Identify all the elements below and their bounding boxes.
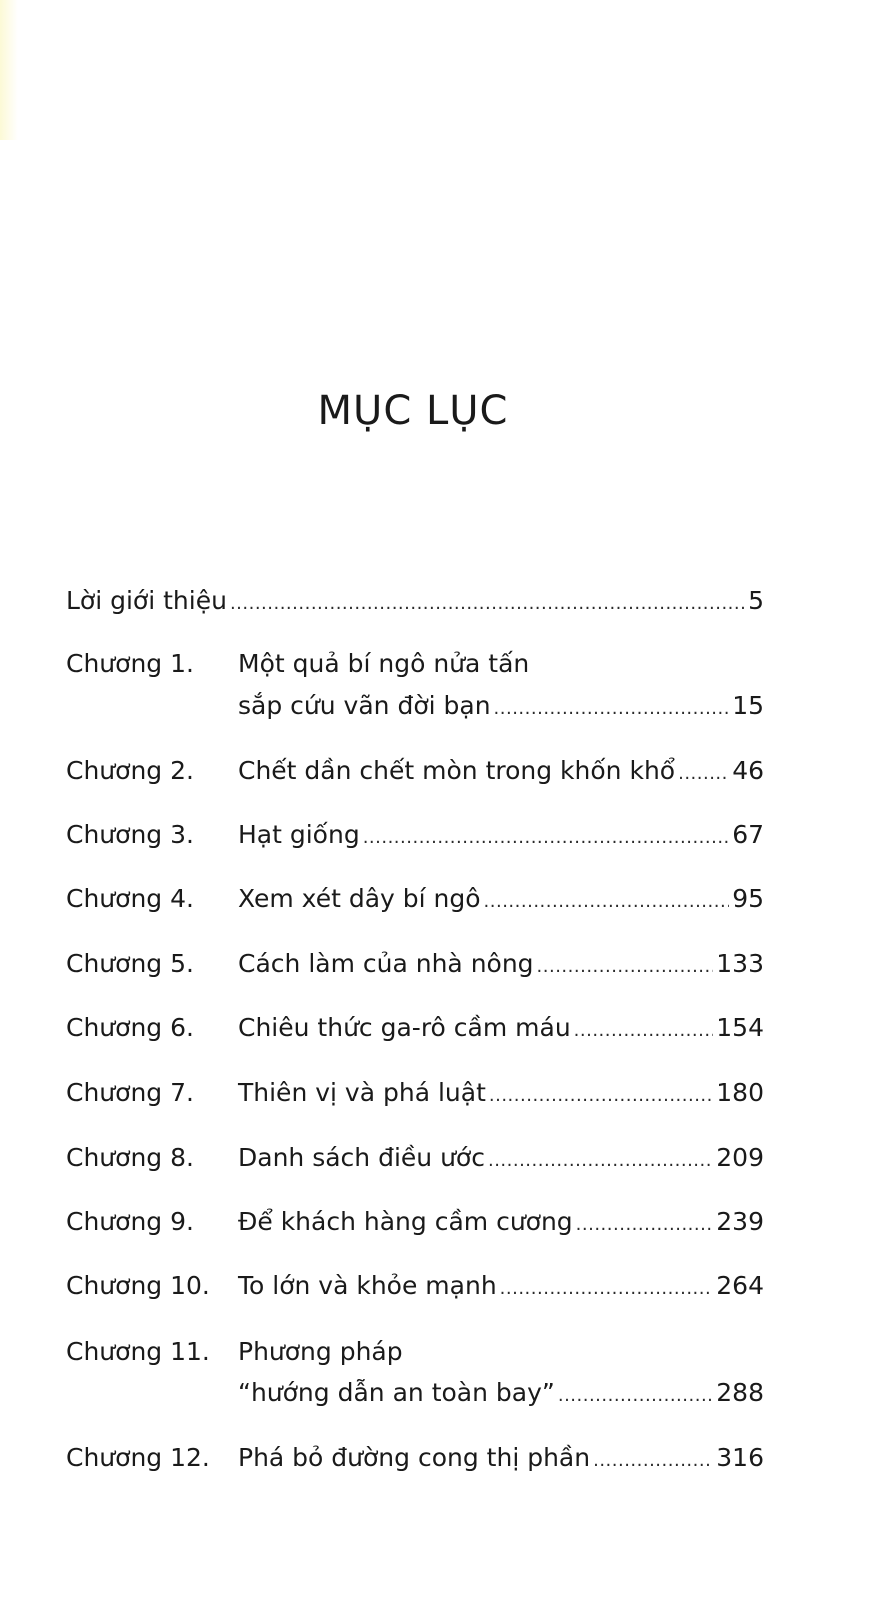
toc-page-number: 67 — [732, 820, 764, 849]
toc-page-number: 209 — [716, 1143, 764, 1172]
toc-page-number: 239 — [716, 1207, 764, 1236]
toc-entry-chapter-6[interactable] — [238, 1010, 764, 1046]
toc-entry-title: Chiêu thức ga-rô cầm máu — [238, 1013, 571, 1042]
chapter-label: Chương 8. — [66, 1143, 194, 1172]
chapter-label: Chương 3. — [66, 820, 194, 849]
toc-page-number: 5 — [748, 586, 764, 615]
chapter-label: Chương 12. — [66, 1443, 210, 1472]
toc-entry-title: Cách làm của nhà nông — [238, 949, 534, 978]
toc-entry-title: To lớn và khỏe mạnh — [238, 1271, 497, 1300]
toc-page-number: 154 — [716, 1013, 764, 1042]
toc-leader-dots — [484, 881, 730, 920]
toc-page-number: 95 — [732, 884, 764, 913]
toc-entry-title: “hướng dẫn an toàn bay” — [238, 1378, 555, 1407]
toc-entry-title-line1: Một quả bí ngô nửa tấn — [238, 649, 530, 678]
chapter-label: Chương 11. — [66, 1337, 210, 1366]
toc-entry-title-line1: Phương pháp — [238, 1337, 403, 1366]
toc-entry-title: Chết dần chết mòn trong khốn khổ — [238, 756, 676, 785]
toc-leader-dots — [593, 1440, 713, 1479]
toc-entry-chapter-11[interactable] — [238, 1375, 764, 1411]
toc-entry-chapter-1[interactable] — [238, 688, 764, 724]
toc-entry-chapter-4[interactable] — [238, 881, 764, 917]
toc-page-number: 316 — [716, 1443, 764, 1472]
toc-leader-dots — [489, 1075, 713, 1114]
toc-entry-chapter-10[interactable] — [238, 1268, 764, 1304]
toc-leader-dots — [363, 817, 729, 856]
toc-leader-dots — [678, 753, 729, 792]
toc-leader-dots — [558, 1375, 713, 1414]
toc-entry-title: Xem xét dây bí ngô — [238, 884, 481, 913]
toc-entry-chapter-3[interactable] — [238, 817, 764, 853]
toc-page-number: 264 — [716, 1271, 764, 1300]
toc-page-number: 46 — [732, 756, 764, 785]
chapter-label: Chương 7. — [66, 1078, 194, 1107]
toc-page-number: 288 — [716, 1378, 764, 1407]
toc-entry-chapter-7[interactable] — [238, 1075, 764, 1111]
toc-leader-dots — [494, 688, 730, 727]
page-title: MỤC LỤC — [317, 388, 509, 434]
toc-leader-dots — [576, 1204, 714, 1243]
chapter-label: Chương 6. — [66, 1013, 194, 1042]
toc-entry-title: Thiên vị và phá luật — [238, 1078, 486, 1107]
toc-entry-title: Hạt giống — [238, 820, 360, 849]
toc-entry-title: Phá bỏ đường cong thị phần — [238, 1443, 591, 1472]
toc-leader-dots — [230, 583, 745, 622]
toc-entry-chapter-2[interactable] — [238, 753, 764, 789]
toc-entry-title: Danh sách điều ước — [238, 1143, 485, 1172]
toc-entry-chapter-9[interactable] — [238, 1204, 764, 1240]
chapter-label: Chương 9. — [66, 1207, 194, 1236]
chapter-label: Chương 10. — [66, 1271, 210, 1300]
toc-leader-dots — [574, 1010, 714, 1049]
chapter-label: Chương 2. — [66, 756, 194, 785]
toc-page-number: 133 — [716, 949, 764, 978]
toc-leader-dots — [537, 946, 714, 985]
toc-entry-intro[interactable] — [66, 583, 764, 619]
toc-entry-chapter-12[interactable] — [238, 1440, 764, 1476]
toc-entry-title: sắp cứu vãn đời bạn — [238, 691, 491, 720]
toc-entry-chapter-8[interactable] — [238, 1140, 764, 1176]
toc-leader-dots — [500, 1268, 714, 1307]
chapter-label: Chương 1. — [66, 649, 194, 678]
toc-entry-title: Lời giới thiệu — [66, 586, 227, 615]
toc-entry-chapter-5[interactable] — [238, 946, 764, 982]
chapter-label: Chương 5. — [66, 949, 194, 978]
toc-page-number: 15 — [732, 691, 764, 720]
toc-page-number: 180 — [716, 1078, 764, 1107]
toc-leader-dots — [488, 1140, 713, 1179]
toc-entry-title: Để khách hàng cầm cương — [238, 1207, 573, 1236]
chapter-label: Chương 4. — [66, 884, 194, 913]
